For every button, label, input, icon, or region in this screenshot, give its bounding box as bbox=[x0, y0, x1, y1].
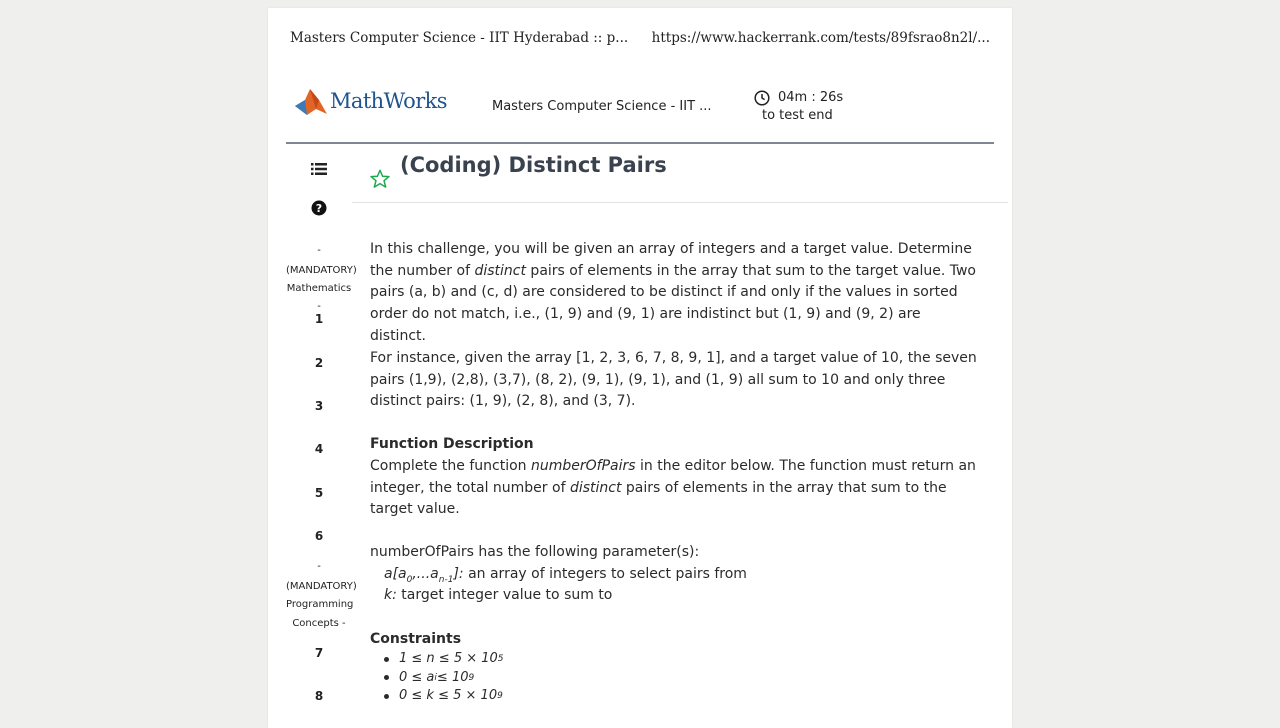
description-paragraph-1 bbox=[370, 239, 980, 348]
constraint-3-text: 0 ≤ k ≤ 5 × 10 bbox=[399, 688, 498, 703]
bullet-icon bbox=[384, 694, 389, 699]
bullet-icon bbox=[384, 657, 389, 662]
mathworks-logo[interactable] bbox=[294, 86, 447, 116]
p1-text-b: pairs of elements in the array that sum to the target value. Two pairs (a, b) and (c, d) are considered to be distinct if and only if the values in sorted order do not match, i.e., (1, 9) and (9, 1) are indistinct but (1, 9) and (9, 2) are distinct. bbox=[370, 262, 976, 344]
timer-value: 04m : 26s bbox=[778, 90, 844, 105]
fd-text-b: in the editor below. The function must return an integer, the total number of bbox=[370, 458, 976, 496]
print-header-url: https://www.hackerrank.com/tests/89fsrao8n2l/... bbox=[651, 30, 990, 46]
logo-text: MathWorks bbox=[330, 89, 447, 113]
section-label-programming: Programming bbox=[286, 599, 354, 610]
question-nav-4[interactable]: 4 bbox=[314, 442, 324, 456]
help-button[interactable] bbox=[286, 200, 352, 216]
top-bar bbox=[286, 68, 994, 144]
help-icon bbox=[311, 200, 327, 216]
function-description-heading: Function Description bbox=[370, 436, 534, 452]
param-a-end: ]: bbox=[453, 566, 464, 582]
parameter-a-desc: an array of integers to select pairs from bbox=[463, 566, 747, 582]
parameter-k-desc: target integer value to sum to bbox=[396, 587, 613, 603]
clock-icon bbox=[754, 90, 770, 106]
challenge-title: (Coding) Distinct Pairs bbox=[400, 153, 667, 177]
svg-text:?: ? bbox=[315, 202, 323, 215]
question-nav-2[interactable]: 2 bbox=[314, 356, 324, 370]
fd-emphasis: distinct bbox=[569, 479, 622, 496]
parameter-a bbox=[370, 564, 994, 586]
star-icon[interactable] bbox=[369, 168, 391, 190]
section-divider-1: - bbox=[317, 245, 321, 256]
question-nav-1[interactable]: 1 bbox=[314, 312, 324, 326]
question-nav-8[interactable]: 8 bbox=[314, 689, 324, 703]
constraint-2-text-b: ≤ 10 bbox=[436, 669, 469, 685]
challenge-header bbox=[352, 154, 1008, 203]
parameter-a-name bbox=[384, 566, 464, 585]
constraints-list bbox=[384, 650, 504, 706]
parameter-k bbox=[370, 585, 994, 607]
fd-text-c: pairs of elements in the array that sum to the target value. bbox=[370, 479, 947, 518]
constraint-2-text-a: 0 ≤ a bbox=[399, 669, 435, 685]
section-label-mandatory-1: (MANDATORY) bbox=[286, 265, 357, 276]
print-header bbox=[290, 30, 990, 46]
param-a-mid: ,...a bbox=[412, 566, 439, 582]
fd-text-a: Complete the function bbox=[370, 458, 531, 474]
fd-function-name: numberOfPairs bbox=[531, 458, 636, 474]
test-title: Masters Computer Science - IIT ... bbox=[492, 99, 712, 114]
constraint-1-text: 1 ≤ n ≤ 5 × 10 bbox=[399, 651, 498, 666]
p1-emphasis: distinct bbox=[474, 262, 526, 279]
constraint-2: 0 ≤ a i ≤ 10 9 bbox=[384, 669, 504, 688]
membrane-logo-icon bbox=[294, 86, 328, 116]
print-header-title: Masters Computer Science - IIT Hyderabad :: p... bbox=[290, 30, 629, 46]
question-list-button[interactable] bbox=[286, 162, 352, 176]
timer-label: to test end bbox=[762, 108, 833, 123]
parameter-k-name: k: bbox=[384, 587, 397, 603]
function-description-text bbox=[370, 456, 980, 521]
section-label-mathematics: Mathematics - bbox=[286, 283, 352, 312]
question-nav-3[interactable]: 3 bbox=[314, 399, 324, 413]
question-nav-6[interactable]: 6 bbox=[314, 529, 324, 543]
constraint-1: 1 ≤ n ≤ 5 × 10 5 bbox=[384, 650, 504, 669]
p1-text-a: In this challenge, you will be given an array of integers and a target value. Determine the number of bbox=[370, 241, 972, 279]
constraints-heading: Constraints bbox=[370, 631, 462, 647]
constraint-3: 0 ≤ k ≤ 5 × 10 9 bbox=[384, 687, 504, 706]
list-icon bbox=[311, 162, 327, 176]
question-nav-7[interactable]: 7 bbox=[314, 646, 324, 660]
section-label-concepts: Concepts - bbox=[292, 618, 346, 629]
page bbox=[268, 8, 1012, 728]
section-divider-2: - bbox=[317, 561, 321, 572]
test-timer bbox=[754, 89, 843, 125]
description-paragraph-2: For instance, given the array [1, 2, 3, 6, 7, 8, 9, 1], and a target value of 10, the seven pairs (1,9), (2,8), (3,7), (8, 2), (9, 1), (9, 1), and (1, 9) all sum to 10 and only three distinct pairs: (1, 9), (2, 8), and (3, 7). bbox=[370, 350, 977, 410]
question-nav-5[interactable]: 5 bbox=[314, 486, 324, 500]
parameters-intro: numberOfPairs has the following parameter(s): bbox=[370, 544, 700, 560]
param-a-sub0: 0 bbox=[406, 574, 413, 585]
param-a-sub1: n-1 bbox=[438, 574, 454, 585]
param-a-prefix: a[a bbox=[384, 566, 407, 582]
section-label-mandatory-2: (MANDATORY) bbox=[286, 581, 357, 592]
bullet-icon bbox=[384, 675, 389, 680]
